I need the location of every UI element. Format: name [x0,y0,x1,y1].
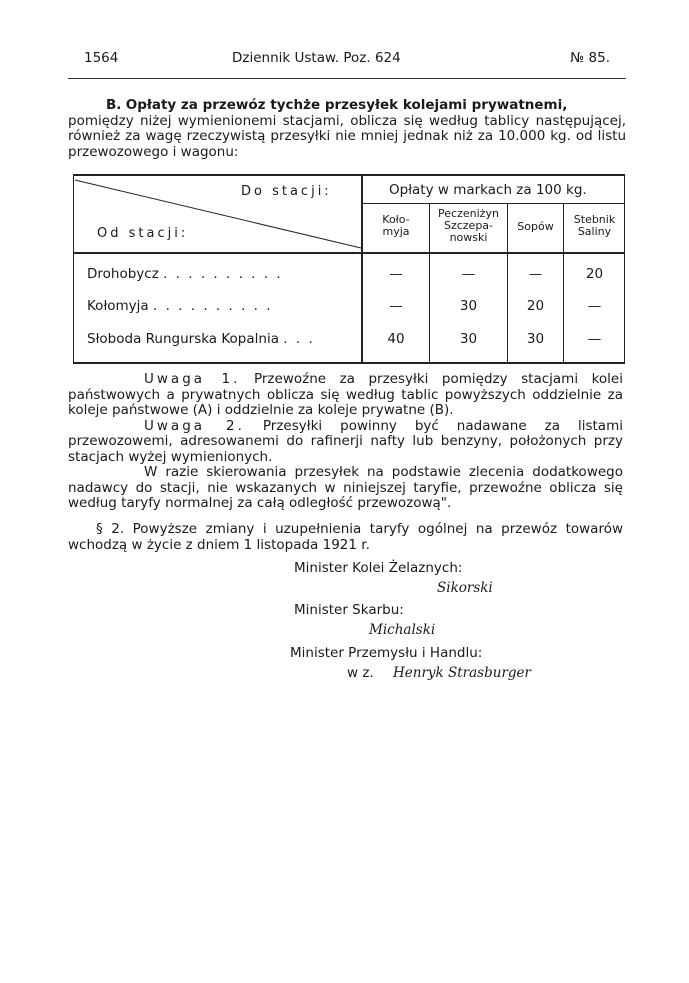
paragraph-2: § 2. Powyższe zmiany i uzupełnienia taryfy ogólnej na przewóz towarów wchodzą w życie z dniem 1 listopada 1921 r. [68,521,623,553]
journal-title: Dziennik Ustaw. Poz. 624 [232,50,401,66]
section-b-label: B. [106,97,122,113]
row-station-drohobycz [87,266,283,282]
section-b [68,98,626,160]
dot-leader: . . . . . . . . . . [163,266,283,282]
note-2-label: Uwaga 2. [144,417,245,434]
cell-r3-c2: 30 [459,331,478,347]
minister-1-signature: Sikorski [437,580,493,596]
cell-r3-c3: 30 [526,331,545,347]
page-header [84,50,610,70]
cell-r3-c1: 40 [387,331,405,347]
rates-table [73,174,625,364]
note-1-label: Uwaga 1. [144,371,241,387]
note-1-text: Przewoźne za przesyłki pomiędzy stacjami kolei państwowych a prywatnych oblicza się według tablic powyższych oddzielnie za koleje państwowe (A) i oddzielnie za koleje prywatne (B). [68,371,623,418]
station-name: Kołomyja [87,298,149,314]
dot-leader: . . . [283,331,315,347]
minister-1-title: Minister Kolei Żelaznych: [294,560,463,576]
col-header-peczenizyn: Peczeniżyn Szczepa- nowski [438,207,499,244]
to-station-label: Do stacji: [241,184,332,199]
header-divider [68,78,626,79]
section-b-heading: Opłaty za przewóz tychże przesyłek kolejami prywatnemi, [125,97,568,113]
fees-header: Opłaty w markach za 100 kg. [389,182,587,198]
notes [68,372,623,512]
minister-2-title: Minister Skarbu: [294,602,404,618]
issue-number: № 85. [570,50,610,66]
fees-header-divider [363,203,625,204]
cell-r1-c3: — [528,266,543,282]
cell-r2-c4: — [587,298,602,314]
note-2 [68,419,623,466]
note-1 [68,372,623,419]
minister-2-signature: Michalski [369,622,436,638]
minister-3-signature: Henryk Strasburger [393,665,531,681]
station-name: Drohobycz [87,266,159,282]
from-station-label: Od stacji: [97,226,189,241]
cell-r2-c3: 20 [526,298,545,314]
cell-r1-c2: — [461,266,476,282]
cell-r3-c4: — [587,331,602,347]
dot-leader: . . . . . . . . . . [153,298,273,314]
station-name: Słoboda Rungurska Kopalnia [87,331,279,347]
cell-r2-c1: — [389,298,403,314]
section-b-body: pomiędzy niżej wymienionemi stacjami, oblicza się według tablicy następującej, również za wagę rzeczywistą przesyłki nie mniej jednak niż za 10.000 kg. od listu przewozowego i wagonu: [68,112,626,160]
cell-r2-c2: 30 [459,298,478,314]
minister-3-title: Minister Przemysłu i Handlu: [290,645,483,661]
row-station-sloboda [87,331,315,347]
cell-r1-c4: 20 [585,266,604,282]
page-number: 1564 [84,50,119,66]
note-2-text: Przesyłki powinny być nadawane za listami przewozowemi, adresowanemi do rafinerji nafty lub benzyny, położonych przy stacjach wyżej wymienionych. [68,417,623,465]
cell-r1-c1: — [389,266,403,282]
col-header-kolomyja: Koło- myja [382,213,410,238]
row-station-kolomyja [87,298,273,314]
col-header-stebnik: Stebnik Saliny [573,213,616,238]
note-3: W razie skierowania przesyłek na podstawie zlecenia dodatkowego nadawcy do stacji, nie wskazanych w niniejszej taryfie, przewoźne oblicza się według taryfy normalnej za całą odległość przewozową". [68,464,623,511]
minister-3-prefix: w z. [347,665,374,681]
col-header-sopow: Sopów [517,220,554,233]
